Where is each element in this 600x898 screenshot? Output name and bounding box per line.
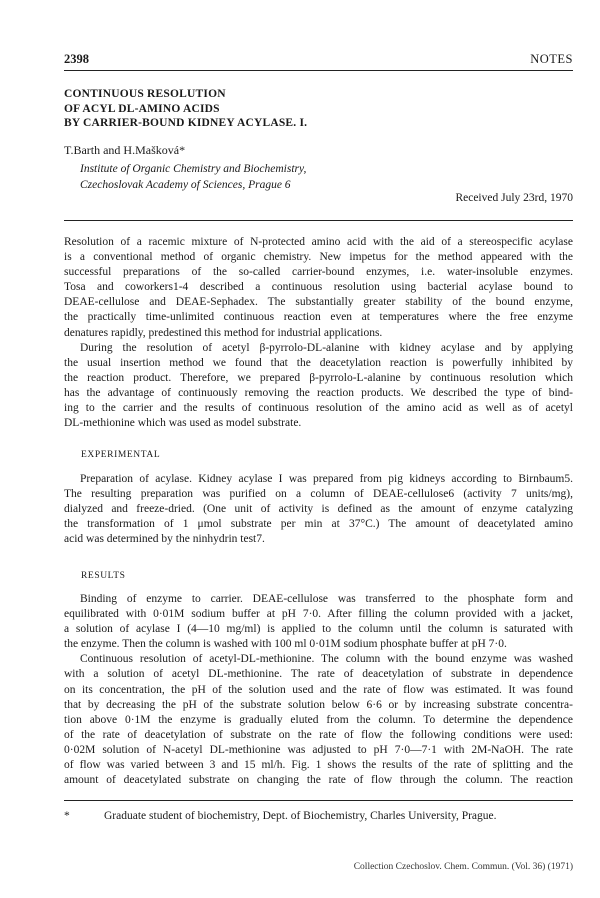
title-line-3: BY CARRIER-BOUND KIDNEY ACYLASE. I. <box>64 117 308 129</box>
text-line: DL-methionine which was used as model substrate. <box>64 417 302 430</box>
text-line: of flow was varied between 3 and 15 ml/h. Fig. 1 shows the results of the rate of splitting and the <box>64 759 573 772</box>
text-line: that by decreasing the pH of the substrate solution below 6·6 or by increasing substrate concentra- <box>64 698 573 711</box>
text-line: of the rate of deacetylation of substrate on the rate of flow the following conditions were used: <box>64 728 573 741</box>
text-line: successful preparations of the so-called carrier-bound enzymes, i.e. water-insoluble enzymes. <box>64 266 573 279</box>
experimental-text <box>64 472 573 547</box>
page-number: 2398 <box>64 52 89 66</box>
title-line-2: OF ACYL DL-AMINO ACIDS <box>64 102 220 115</box>
results-text <box>64 592 573 788</box>
text-line: the practically time-unlimited continuous reaction even at temperatures where the free enzyme <box>64 311 573 324</box>
text-line: ing to the carrier and the results of continuous resolution of the amino acid as well as of acetyl <box>64 402 573 415</box>
footnote-rule <box>64 800 573 801</box>
text-line: denatures rapidly, predestined this method for industrial applications. <box>64 326 383 339</box>
authors: T.Barth and H.Mašková* <box>64 143 186 157</box>
text-line: Binding of enzyme to carrier. DEAE-cellulose was transferred to the phosphate form and <box>80 593 573 605</box>
text-line: Continuous resolution of acetyl-DL-methionine. The column with the bound enzyme was washed <box>80 653 573 666</box>
text-line: dialyzed and freeze-dried. (One unit of activity is defined as the amount of enzyme catalyzing <box>64 503 573 516</box>
text-line: on its concentration, the pH of the solution used and the rate of flow was estimated. It was found <box>64 683 573 696</box>
section-label: NOTES <box>530 52 573 66</box>
received-date: Received July 23rd, 1970 <box>455 192 573 204</box>
text-line: has the advantage of continuously removing the reaction products. We described the type of bind- <box>64 386 573 399</box>
text-line: the reaction product. Therefore, we prepared β-pyrrolo-L-alanine by continuous resolution which <box>64 371 573 384</box>
footnote-text: Graduate student of biochemistry, Dept. of Biochemistry, Charles University, Prague. <box>104 810 497 822</box>
header-rule <box>64 70 573 71</box>
text-line: Tosa and coworkers1-4 described a continuous resolution using bacterial acylase bound to <box>64 281 573 294</box>
text-line: tion above 0·1M the enzyme is gradually eluted from the column. To determine the dependence <box>64 713 573 726</box>
text-line: with a solution of acetyl DL-methionine. The rate of deacetylation of substrate in dependence <box>64 668 573 681</box>
text-line: a solution of acylase I (4—10 mg/ml) is applied to the column until the column is saturated with <box>64 623 573 636</box>
text-line: DEAE-cellulose and DEAE-Sephadex. The substantially greater stability of the bound enzyme, <box>64 296 573 309</box>
text-line: acid was determined by the ninhydrin test7. <box>64 533 265 546</box>
affiliation-line-1: Institute of Organic Chemistry and Biochemistry, <box>80 163 307 175</box>
experimental-heading: EXPERIMENTAL <box>81 450 161 460</box>
footnote <box>64 810 573 822</box>
text-line: the transformation of 1 μmol substrate per min at 37°C.) The amount of deacetylated amino <box>64 518 573 531</box>
text-line: During the resolution of acetyl β-pyrrolo-DL-alanine with kidney acylase and by applying <box>80 341 573 354</box>
affiliation <box>80 162 306 193</box>
results-heading: RESULTS <box>81 571 126 581</box>
text-line: is a conventional method of organic chemistry. New impetus for the method appeared with the <box>64 251 573 264</box>
text-line: the usual insertion method we found that the deacetylation reaction is powerfully inhibited by <box>64 356 573 369</box>
text-line: Resolution of a racemic mixture of N-protected amino acid with the aid of a stereospecific acylase <box>64 236 573 248</box>
text-line: Preparation of acylase. Kidney acylase I was prepared from pig kidneys according to Birnbaum5. <box>80 473 573 485</box>
footnote-mark: * <box>64 810 70 822</box>
text-line: the enzyme. Then the column is washed with 100 ml 0·01M sodium phosphate buffer at pH 7·0. <box>64 638 507 651</box>
intro-text <box>64 235 573 431</box>
text-line: equilibrated with 0·01M sodium buffer at pH 7·0. After filling the column provided with a jacket, <box>64 608 573 621</box>
journal-footer: Collection Czechoslov. Chem. Commun. (Vol. 36) (1971) <box>353 862 573 872</box>
article-title <box>64 87 564 131</box>
text-line: amount of deacetylated substrate on changing the rate of flow through the column. The reaction <box>64 774 573 787</box>
title-line-1: CONTINUOUS RESOLUTION <box>64 88 226 100</box>
text-line: The resulting preparation was purified on a column of DEAE-cellulose6 (activity 7 units/mg), <box>64 488 573 501</box>
received-rule <box>64 220 573 221</box>
text-line: 0·02M solution of N-acetyl DL-methionine was adjusted to pH 7·0—7·1 with 2M-NaOH. The rate <box>64 743 573 756</box>
running-header <box>64 52 573 68</box>
affiliation-line-2: Czechoslovak Academy of Sciences, Prague 6 <box>80 178 291 191</box>
